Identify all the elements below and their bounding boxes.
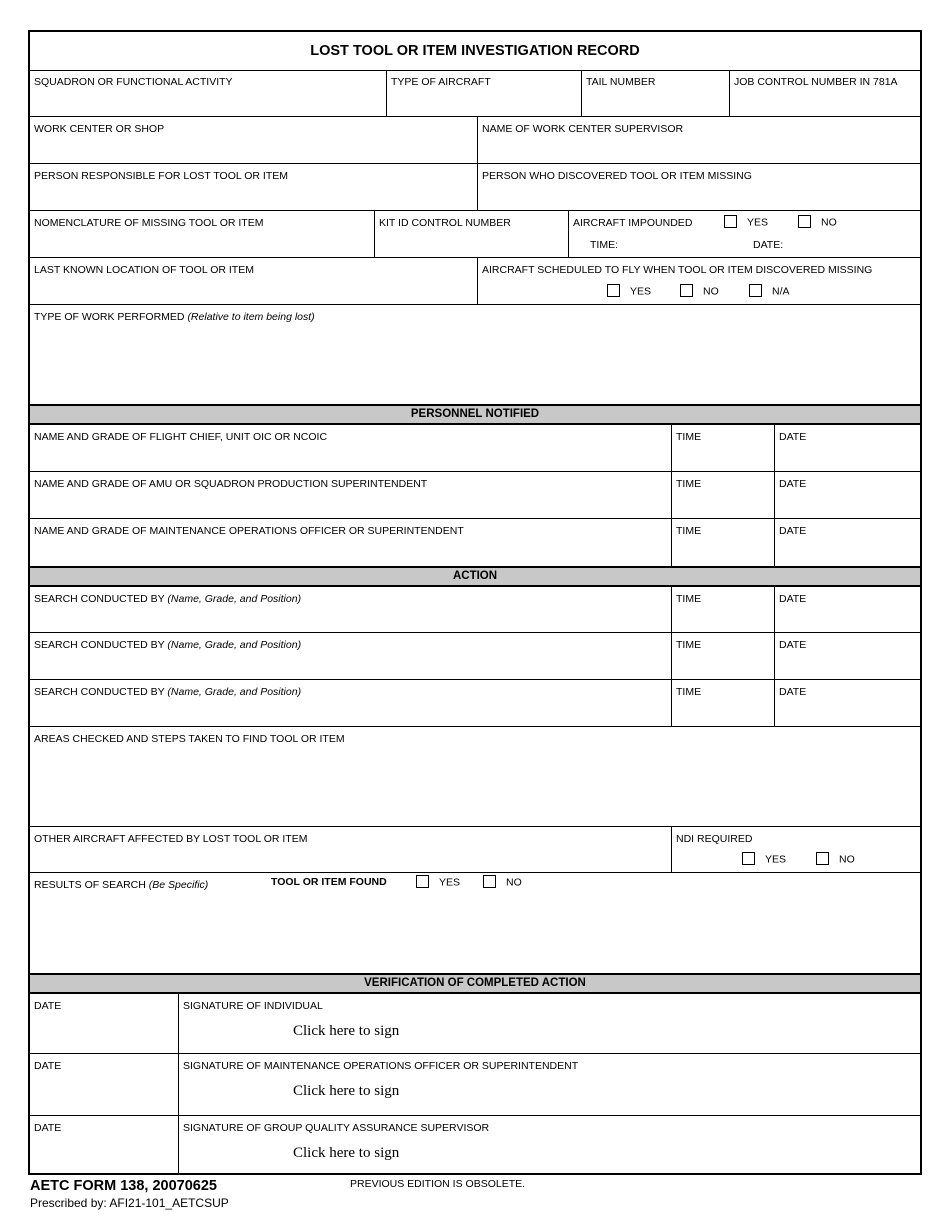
flight-chief-date-field[interactable] [774,425,922,471]
squadron-label: SQUADRON OR FUNCTIONAL ACTIVITY [34,76,233,88]
work-performed-label: TYPE OF WORK PERFORMED (Relative to item being lost) [34,311,315,323]
search-time-field[interactable] [671,680,774,726]
impounded-field [568,211,922,257]
job-control-field[interactable] [729,70,922,116]
kit-id-field[interactable] [374,211,568,257]
impounded-no-checkbox[interactable] [798,215,811,228]
impounded-date-label[interactable]: DATE: [753,239,784,251]
sign-mx-ops-button[interactable]: Click here to sign [293,1083,400,1099]
found-yes-label: YES [439,876,461,889]
impounded-no-option[interactable] [798,216,837,229]
signature-qa-field [178,1116,922,1175]
flight-chief-label: NAME AND GRADE OF FLIGHT CHIEF, UNIT OIC OR NCOIC [34,431,328,443]
impounded-yes-label: YES [747,216,769,229]
personnel-row [30,472,920,519]
search-date-field[interactable] [774,587,922,632]
areas-row [30,727,920,827]
investigation-form [28,30,922,1175]
date-label: DATE [34,1060,62,1072]
work-performed-field[interactable] [30,305,922,404]
row-squadron [30,70,920,117]
scheduled-no-label: NO [703,285,719,298]
search-by-label: SEARCH CONDUCTED BY (Name, Grade, and Position) [34,639,302,651]
ndi-no-checkbox[interactable] [816,852,829,865]
supervisor-label: NAME OF WORK CENTER SUPERVISOR [482,123,684,135]
last-location-field[interactable] [30,258,477,304]
nomenclature-label: NOMENCLATURE OF MISSING TOOL OR ITEM [34,217,264,229]
scheduled-yes-option[interactable] [607,285,651,298]
search-by-field[interactable] [30,680,671,726]
obsolete-notice: PREVIOUS EDITION IS OBSOLETE. [350,1178,526,1190]
areas-checked-label: AREAS CHECKED AND STEPS TAKEN TO FIND TOOL OR ITEM [34,733,345,745]
found-no-option[interactable] [483,876,522,889]
scheduled-na-option[interactable] [749,285,790,298]
mx-ops-officer-label: NAME AND GRADE OF MAINTENANCE OPERATIONS OFFICER OR SUPERINTENDENT [34,525,464,537]
verification-row [30,1054,920,1116]
amu-superintendent-field[interactable] [30,472,671,518]
job-control-label: JOB CONTROL NUMBER IN 781A [734,76,898,88]
aircraft-type-label: TYPE OF AIRCRAFT [391,76,491,88]
nomenclature-field[interactable] [30,211,374,257]
personnel-header: PERSONNEL NOTIFIED [30,404,920,425]
scheduled-no-option[interactable] [680,285,719,298]
row-work-performed [30,305,920,404]
impounded-yes-checkbox[interactable] [724,215,737,228]
mx-ops-time-field[interactable] [671,519,774,566]
search-by-field[interactable] [30,633,671,679]
person-discovered-field[interactable] [477,164,922,210]
search-row [30,633,920,680]
date-label: DATE [34,1122,62,1134]
results-field[interactable] [30,873,922,973]
scheduled-yes-checkbox[interactable] [607,284,620,297]
kit-id-label: KIT ID CONTROL NUMBER [379,217,511,229]
person-responsible-field[interactable] [30,164,477,210]
time-label: TIME [676,593,702,605]
search-by-label: SEARCH CONDUCTED BY (Name, Grade, and Position) [34,686,302,698]
impounded-label: AIRCRAFT IMPOUNDED [573,217,693,229]
ndi-yes-checkbox[interactable] [742,852,755,865]
flight-chief-time-field[interactable] [671,425,774,471]
supervisor-field[interactable] [477,117,922,163]
person-responsible-label: PERSON RESPONSIBLE FOR LOST TOOL OR ITEM [34,170,289,182]
verification-row [30,994,920,1054]
ndi-yes-label: YES [765,853,787,866]
personnel-row [30,425,920,472]
ndi-label: NDI REQUIRED [676,833,753,845]
flight-chief-field[interactable] [30,425,671,471]
signature-qa-label: SIGNATURE OF GROUP QUALITY ASSURANCE SUPERVISOR [183,1122,490,1134]
tail-number-label: TAIL NUMBER [586,76,656,88]
aircraft-type-field[interactable] [386,70,581,116]
verify-date-field[interactable] [30,1116,178,1175]
time-label: TIME [676,431,702,443]
tail-number-field[interactable] [581,70,729,116]
form-title: LOST TOOL OR ITEM INVESTIGATION RECORD [30,32,920,71]
found-no-checkbox[interactable] [483,875,496,888]
sign-individual-button[interactable]: Click here to sign [293,1023,400,1039]
ndi-yes-option[interactable] [742,853,786,866]
time-label: TIME [676,686,702,698]
time-label: TIME [676,478,702,490]
amu-superintendent-label: NAME AND GRADE OF AMU OR SQUADRON PRODUCTION SUPERINTENDENT [34,478,428,490]
date-label: DATE [34,1000,62,1012]
search-row [30,680,920,727]
row-persons [30,164,920,211]
row-nomenclature [30,211,920,258]
signature-mx-ops-field [178,1054,922,1115]
amu-date-field[interactable] [774,472,922,518]
prescribed-by: Prescribed by: AFI21-101_AETCSUP [30,1196,229,1210]
other-aircraft-row [30,827,920,873]
amu-time-field[interactable] [671,472,774,518]
date-label: DATE [779,525,807,537]
sign-qa-button[interactable]: Click here to sign [293,1145,400,1161]
ndi-field [671,827,922,872]
time-label: TIME [676,639,702,651]
signature-individual-field [178,994,922,1053]
scheduled-na-checkbox[interactable] [749,284,762,297]
other-aircraft-label: OTHER AIRCRAFT AFFECTED BY LOST TOOL OR ITEM [34,833,308,845]
mx-ops-date-field[interactable] [774,519,922,566]
search-row [30,587,920,633]
search-time-field[interactable] [671,587,774,632]
search-by-label: SEARCH CONDUCTED BY (Name, Grade, and Position) [34,593,302,605]
personnel-row [30,519,920,566]
results-label: RESULTS OF SEARCH (Be Specific) [34,879,209,891]
mx-ops-officer-field[interactable] [30,519,671,566]
verification-row [30,1116,920,1175]
scheduled-no-checkbox[interactable] [680,284,693,297]
found-label: TOOL OR ITEM FOUND [271,876,387,888]
verify-date-field[interactable] [30,994,178,1053]
scheduled-yes-label: YES [630,285,652,298]
found-yes-checkbox[interactable] [416,875,429,888]
date-label: DATE [779,431,807,443]
verification-header: VERIFICATION OF COMPLETED ACTION [30,973,920,994]
last-location-label: LAST KNOWN LOCATION OF TOOL OR ITEM [34,264,254,276]
search-time-field[interactable] [671,633,774,679]
date-label: DATE [779,686,807,698]
impounded-no-label: NO [821,216,837,229]
search-by-field[interactable] [30,587,671,632]
other-aircraft-field[interactable] [30,827,671,872]
date-label: DATE [779,639,807,651]
time-label: TIME [676,525,702,537]
found-yes-option[interactable] [416,876,460,889]
search-date-field[interactable] [774,633,922,679]
work-center-label: WORK CENTER OR SHOP [34,123,165,135]
ndi-no-option[interactable] [816,853,855,866]
squadron-field[interactable] [30,70,386,116]
action-header: ACTION [30,566,920,587]
date-label: DATE [779,593,807,605]
scheduled-field [477,258,922,304]
signature-mx-ops-label: SIGNATURE OF MAINTENANCE OPERATIONS OFFICER OR SUPERINTENDENT [183,1060,579,1072]
row-work-center [30,117,920,164]
areas-checked-field[interactable] [30,727,922,826]
found-no-label: NO [506,876,522,889]
scheduled-na-label: N/A [772,285,790,298]
date-label: DATE [779,478,807,490]
impounded-time-label[interactable]: TIME: [590,239,618,251]
verify-date-field[interactable] [30,1054,178,1115]
person-discovered-label: PERSON WHO DISCOVERED TOOL OR ITEM MISSING [482,170,752,182]
ndi-no-label: NO [839,853,855,866]
row-last-location [30,258,920,305]
work-center-field[interactable] [30,117,477,163]
results-row [30,873,920,973]
search-date-field[interactable] [774,680,922,726]
scheduled-label: AIRCRAFT SCHEDULED TO FLY WHEN TOOL OR ITEM DISCOVERED MISSING [482,264,873,276]
form-number: AETC FORM 138, 20070625 [30,1178,217,1194]
signature-individual-label: SIGNATURE OF INDIVIDUAL [183,1000,323,1012]
impounded-yes-option[interactable] [724,216,768,229]
